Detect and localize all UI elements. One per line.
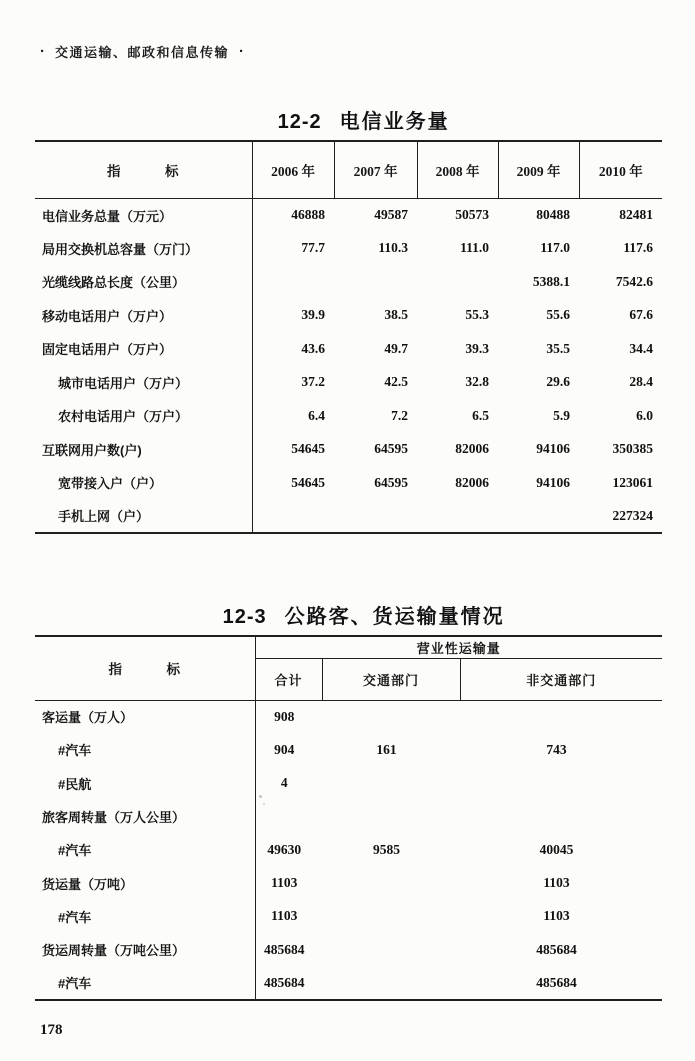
indicator-cell: 城市电话用户（万户） xyxy=(35,366,252,400)
value-cell: 32.8 xyxy=(465,374,489,390)
value-cell: 82481 xyxy=(619,207,653,222)
value-cell xyxy=(322,966,460,999)
value-cell: 64595 xyxy=(374,441,408,457)
value-cell: 485684 xyxy=(264,974,305,990)
value-cell: 64595 xyxy=(374,474,408,490)
indicator-cell: 手机上网（户） xyxy=(35,500,252,534)
value-cell: 28.4 xyxy=(629,374,653,390)
table-row xyxy=(35,966,662,999)
table2-header-row-top xyxy=(35,636,662,658)
scan-speck xyxy=(263,803,265,805)
table-row xyxy=(35,900,662,933)
non-transport-dept-column-header: 非交通部门 xyxy=(460,658,662,700)
value-cell: 7.2 xyxy=(391,407,408,423)
table1-header-row xyxy=(35,141,662,198)
highway-transport-table xyxy=(35,635,662,1001)
table2-body xyxy=(35,700,662,1000)
value-cell: 49630 xyxy=(267,841,302,857)
value-cell: 80488 xyxy=(536,207,570,222)
value-cell: 904 xyxy=(274,741,295,757)
value-cell xyxy=(252,265,334,299)
value-cell: 227324 xyxy=(612,507,653,523)
value-cell: 743 xyxy=(546,741,567,757)
table1-number: 12-2 xyxy=(277,111,322,133)
total-column-header: 合计 xyxy=(255,658,322,700)
table-row xyxy=(35,466,662,500)
telecom-volume-table xyxy=(35,140,662,534)
value-cell: 7542.6 xyxy=(615,273,653,289)
value-cell: 117.6 xyxy=(623,240,653,256)
table-row xyxy=(35,500,662,534)
table-row xyxy=(35,833,662,866)
value-cell: 39.9 xyxy=(301,307,325,323)
value-cell: 49.7 xyxy=(384,340,408,356)
indicator-cell: 旅客周转量（万人公里） xyxy=(35,800,255,833)
value-cell: 94106 xyxy=(536,441,570,457)
chapter-header-text: 交通运输、邮政和信息传输 xyxy=(55,45,230,60)
indicator-cell: 互联网用户数(户) xyxy=(35,433,252,467)
value-cell xyxy=(460,800,662,833)
indicator-column-header: 指 标 xyxy=(35,636,255,700)
table-row xyxy=(35,366,662,400)
value-cell: 9585 xyxy=(373,841,400,857)
value-cell: 350385 xyxy=(612,441,653,457)
bullet-left-icon: · xyxy=(40,43,45,60)
value-cell: 908 xyxy=(274,708,295,724)
indicator-cell: 移动电话用户（万户） xyxy=(35,299,252,333)
value-cell: 37.2 xyxy=(301,374,325,390)
table-row xyxy=(35,232,662,266)
bullet-right-icon: · xyxy=(239,43,245,60)
value-cell: 46888 xyxy=(291,207,325,222)
table2-number: 12-3 xyxy=(222,606,267,628)
indicator-cell: #汽车 xyxy=(35,900,255,933)
value-cell: 29.6 xyxy=(546,374,570,390)
table-row xyxy=(35,933,662,966)
indicator-cell: 电信业务总量（万元） xyxy=(35,198,252,232)
value-cell: 485684 xyxy=(264,941,305,957)
indicator-cell: #汽车 xyxy=(35,833,255,866)
value-cell: 485684 xyxy=(536,941,577,957)
table1-header xyxy=(35,141,662,198)
table-row xyxy=(35,767,662,800)
value-cell: 67.6 xyxy=(629,307,653,323)
year-2006-header: 2006 年 xyxy=(252,141,334,198)
table-row xyxy=(35,265,662,299)
chapter-header xyxy=(40,42,244,61)
value-cell: 111.0 xyxy=(460,240,489,256)
value-cell: 38.5 xyxy=(384,307,408,323)
table-row xyxy=(35,198,662,232)
year-2009-header: 2009 年 xyxy=(498,141,579,198)
value-cell xyxy=(417,500,498,534)
value-cell: 161 xyxy=(376,741,397,757)
value-cell: 94106 xyxy=(536,474,570,490)
value-cell xyxy=(252,500,334,534)
commercial-volume-group-header: 营业性运输量 xyxy=(255,636,662,658)
value-cell: 1103 xyxy=(271,908,298,924)
value-cell: 35.5 xyxy=(546,340,570,356)
value-cell: 6.0 xyxy=(636,407,653,423)
value-cell: 42.5 xyxy=(384,374,408,390)
value-cell: 1103 xyxy=(271,875,298,891)
value-cell: 55.6 xyxy=(546,307,570,323)
value-cell: 55.3 xyxy=(465,307,489,323)
value-cell xyxy=(334,265,417,299)
value-cell: 82006 xyxy=(455,441,489,457)
value-cell xyxy=(322,800,460,833)
indicator-cell: #民航 xyxy=(35,767,255,800)
value-cell xyxy=(460,700,662,733)
indicator-cell: 农村电话用户（万户） xyxy=(35,399,252,433)
value-cell: 5.9 xyxy=(553,407,570,423)
year-2010-header: 2010 年 xyxy=(579,141,662,198)
value-cell: 43.6 xyxy=(301,340,325,356)
value-cell xyxy=(322,700,460,733)
value-cell xyxy=(255,800,322,833)
indicator-cell: 光缆线路总长度（公里） xyxy=(35,265,252,299)
indicator-cell: 客运量（万人） xyxy=(35,700,255,733)
table-row xyxy=(35,299,662,333)
value-cell: 117.0 xyxy=(540,240,570,256)
value-cell xyxy=(322,767,460,800)
value-cell xyxy=(322,933,460,966)
indicator-cell: 局用交换机总容量（万门） xyxy=(35,232,252,266)
value-cell: 40045 xyxy=(539,841,574,857)
value-cell xyxy=(322,900,460,933)
value-cell: 123061 xyxy=(612,474,653,490)
value-cell xyxy=(460,767,662,800)
year-2008-header: 2008 年 xyxy=(417,141,498,198)
value-cell xyxy=(498,500,579,534)
value-cell xyxy=(417,265,498,299)
value-cell: 49587 xyxy=(374,207,408,222)
value-cell: 54645 xyxy=(291,441,325,457)
table-row xyxy=(35,733,662,766)
value-cell xyxy=(334,500,417,534)
value-cell: 82006 xyxy=(455,474,489,490)
table-row xyxy=(35,800,662,833)
table-row xyxy=(35,399,662,433)
table2-title-text: 公路客、货运输量情况 xyxy=(284,606,505,628)
indicator-column-header: 指 标 xyxy=(35,141,252,198)
table1-title-text: 电信业务量 xyxy=(339,111,450,133)
value-cell: 1103 xyxy=(543,875,570,891)
table-row xyxy=(35,332,662,366)
table-row xyxy=(35,433,662,467)
value-cell: 39.3 xyxy=(465,340,489,356)
table2-header xyxy=(35,636,662,700)
table-row xyxy=(35,700,662,733)
indicator-cell: 货运周转量（万吨公里） xyxy=(35,933,255,966)
value-cell: 110.3 xyxy=(378,240,408,256)
transport-dept-column-header: 交通部门 xyxy=(322,658,460,700)
value-cell: 1103 xyxy=(543,908,570,924)
value-cell: 54645 xyxy=(291,474,325,490)
indicator-cell: 固定电话用户（万户） xyxy=(35,332,252,366)
page-number: 178 xyxy=(40,1022,63,1038)
value-cell: 485684 xyxy=(536,974,577,990)
indicator-cell: #汽车 xyxy=(35,733,255,766)
indicator-cell: 宽带接入户（户） xyxy=(35,466,252,500)
value-cell: 5388.1 xyxy=(532,273,570,289)
table1-body xyxy=(35,198,662,533)
scan-speck xyxy=(259,795,262,798)
value-cell: 50573 xyxy=(455,207,489,222)
table-row xyxy=(35,866,662,899)
value-cell: 34.4 xyxy=(629,340,653,356)
value-cell xyxy=(322,866,460,899)
value-cell: 77.7 xyxy=(301,240,325,256)
value-cell: 6.5 xyxy=(472,407,489,423)
value-cell: 4 xyxy=(280,775,288,791)
indicator-cell: #汽车 xyxy=(35,966,255,999)
year-2007-header: 2007 年 xyxy=(334,141,417,198)
value-cell: 6.4 xyxy=(308,407,325,423)
indicator-cell: 货运量（万吨） xyxy=(35,866,255,899)
